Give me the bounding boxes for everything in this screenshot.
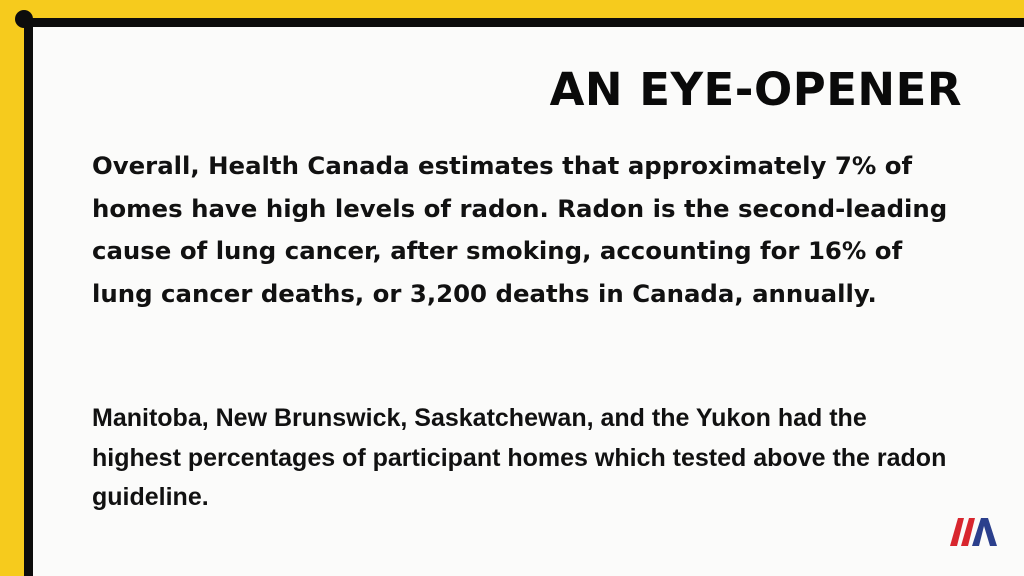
brand-logo-icon	[948, 514, 998, 550]
paragraph-radon-statistics: Overall, Health Canada estimates that approximately 7% of homes have high levels of radon. Radon is the second-leading cause of lung cancer, after smoking, accounting for 16% of lung cancer deaths, or 3,200 deaths in Canada, annually.	[92, 151, 948, 308]
paragraph-provinces: Manitoba, New Brunswick, Saskatchewan, and the Yukon had the highest percentages of participant homes which tested above the radon guideline.	[92, 404, 947, 511]
headline: AN EYE-OPENER	[549, 63, 962, 116]
frame-corner-dot	[15, 10, 33, 28]
